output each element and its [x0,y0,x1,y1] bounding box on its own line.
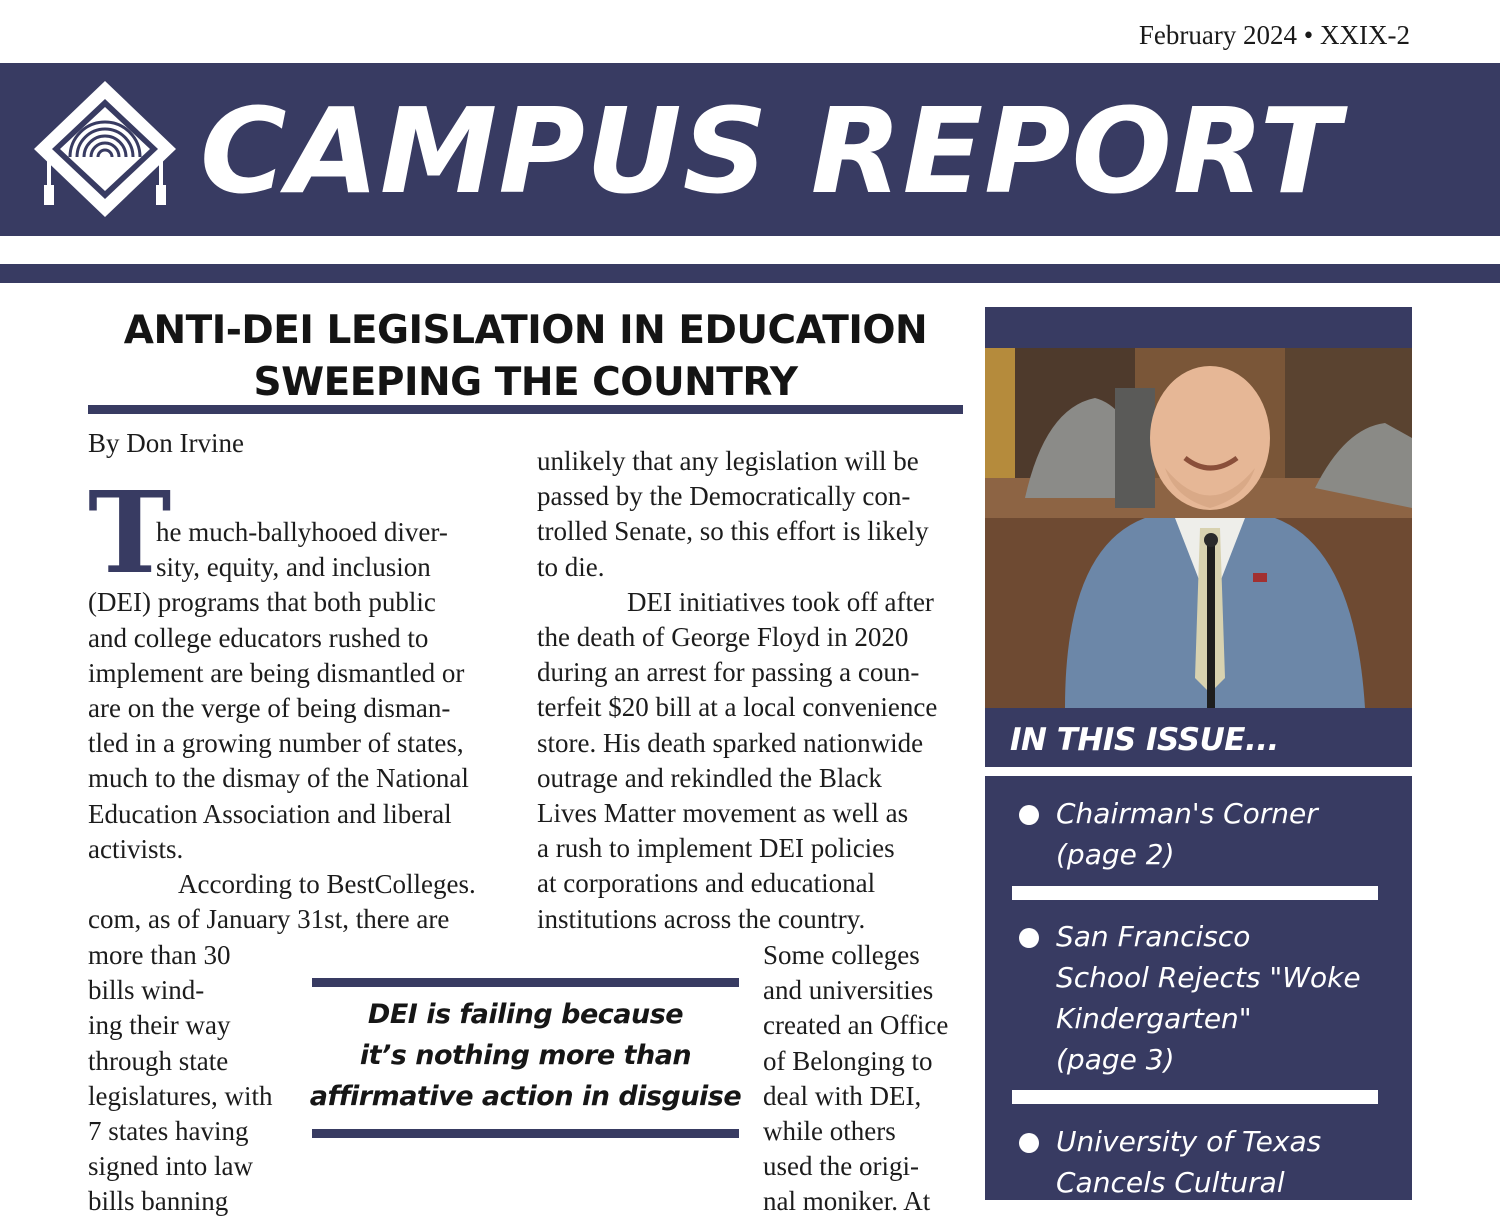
text-line: 7 states having [88,1116,249,1147]
toc-divider [1012,1090,1378,1104]
text-line: used the origi- [763,1151,919,1182]
article-column-2-continued [763,938,968,1220]
masthead-title: CAMPUS REPORT [200,82,1342,220]
article-headline [88,305,963,409]
text-line: tled in a growing number of states, [88,728,464,759]
text-line: deal with DEI, [763,1080,922,1111]
article-column-1 [88,515,503,937]
text-line: implement are being dismantled or [88,657,465,688]
issue-date-line: February 2024 • XXIX-2 [1138,20,1410,50]
text-line: DEI initiatives took off after [627,586,934,617]
pullquote-line: it’s nothing more than [359,1040,692,1071]
toc-item-line: University of Texas [1056,1125,1322,1158]
text-line: Some colleges [763,940,920,970]
text-line: nal moniker. At [763,1186,931,1217]
text-line: terfeit $20 bill at a local convenience [537,692,938,723]
masthead-divider [0,264,1500,283]
text-line: sity, equity, and inclusion [156,552,431,583]
drop-cap: T [88,468,172,599]
text-line: legislatures, with [88,1080,273,1111]
text-line: trolled Senate, so this effort is likely [537,516,929,547]
pull-quote [305,994,746,1117]
text-line: and college educators rushed to [88,622,429,653]
text-line: of Belonging to [763,1045,933,1076]
bullet-icon [1019,805,1039,825]
headline-divider [88,405,963,414]
table-of-contents [985,776,1412,1200]
text-line: to die. [537,551,605,582]
text-line: a rush to implement DEI policies [537,833,895,864]
bullet-icon [1019,1133,1039,1153]
text-line: activists. [88,833,184,864]
text-line: more than 30 [88,940,231,970]
text-line: signed into law [88,1151,253,1182]
text-line: ing their way [88,1010,231,1041]
text-line: Education Association and liberal [88,798,452,829]
pullquote-line: affirmative action in disguise [309,1081,742,1112]
toc-item-line: Cancels Cultural [1056,1166,1285,1199]
headline-line: SWEEPING THE COUNTRY [253,360,798,405]
text-line: outrage and rekindled the Black [537,762,882,793]
article-column-1-continued [88,938,288,1220]
text-line: passed by the Democratically con- [537,481,911,512]
toc-item-line: (page 3) [1056,1043,1175,1076]
text-line: at corporations and educational [537,868,876,899]
text-line: and universities [763,975,934,1006]
headline-line: ANTI-DEI LEGISLATION IN EDUCATION [123,308,928,353]
bullet-icon [1019,928,1039,948]
text-line: com, as of January 31st, there are [88,904,450,935]
featured-photo [985,348,1412,708]
text-line: much to the dismay of the National [88,763,469,794]
pullquote-rule-top [312,978,739,987]
text-line: he much-ballyhooed diver- [156,517,448,547]
masthead [0,63,1500,236]
text-line: through state [88,1045,229,1076]
text-line: institutions across the country. [537,903,866,934]
toc-item-line: School Rejects "Woke [1056,961,1361,994]
text-line: created an Office [763,1010,949,1041]
pullquote-rule-bottom [312,1129,739,1138]
text-line: unlikely that any legislation will be [537,446,919,476]
pullquote-line: DEI is failing because [367,999,684,1030]
toc-divider [1012,886,1378,900]
toc-item-line: Chairman's Corner [1056,797,1318,830]
text-line: while others [763,1116,896,1147]
text-line: (DEI) programs that both public [88,587,436,618]
text-line: Lives Matter movement as well as [537,798,909,829]
text-line: bills wind- [88,975,205,1006]
text-line: store. His death sparked nationwide [537,727,924,758]
text-line: According to BestColleges. [178,869,476,900]
graduation-cap-arch-logo-icon [30,77,180,227]
in-this-issue-heading: IN THIS ISSUE... [1010,722,1279,758]
text-line: the death of George Floyd in 2020 [537,622,909,653]
text-line: during an arrest for passing a coun- [537,657,920,688]
byline: By Don Irvine [88,428,244,458]
toc-item-line: San Francisco [1056,920,1251,953]
toc-item-line: Kindergarten" [1056,1002,1252,1035]
article-column-2 [537,444,967,937]
text-line: bills banning [88,1186,229,1217]
toc-item-line: (page 2) [1056,838,1175,871]
text-line: are on the verge of being disman- [88,693,451,724]
